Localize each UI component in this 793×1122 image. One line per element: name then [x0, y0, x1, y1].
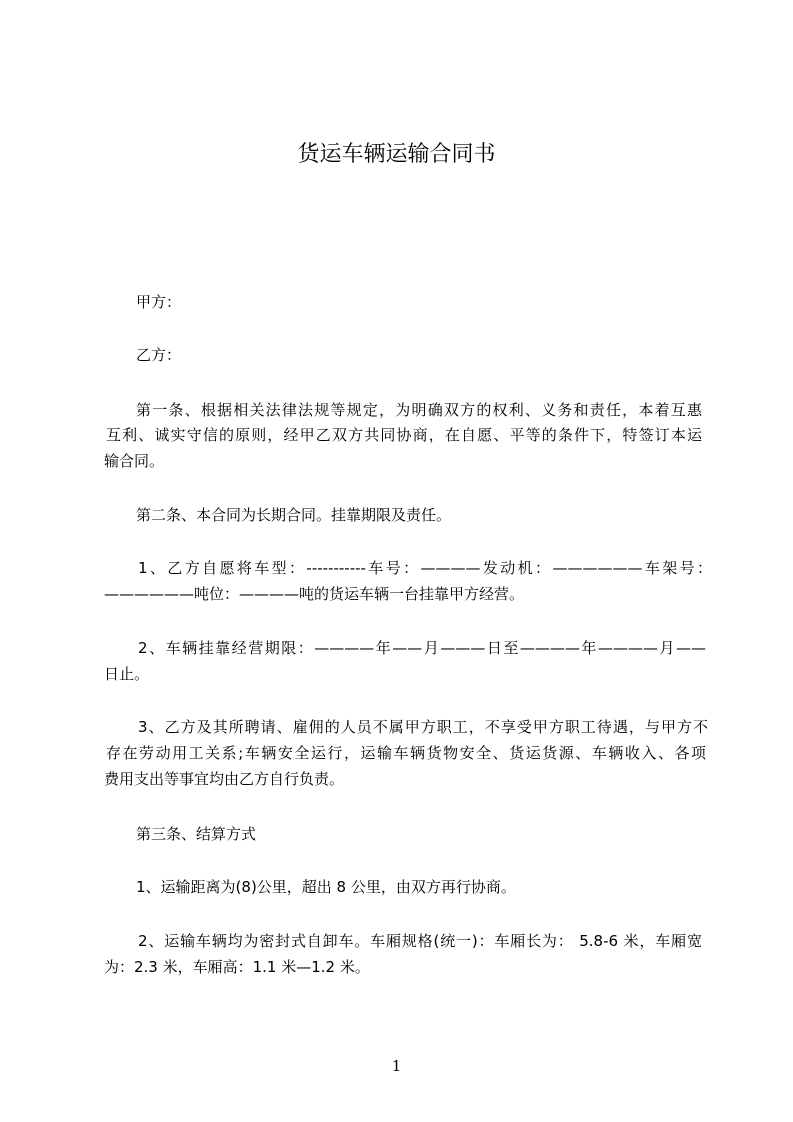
article-1-line-2: 互利、诚实守信的原则，经甲乙双方共同协商，在自愿、平等的条件下，特签订本运 [106, 426, 702, 444]
article-2-item-3-line-3: 费用支出等事宜均由乙方自行负责。 [104, 770, 345, 788]
article-3-heading: 第三条、结算方式 [136, 825, 257, 843]
party-b-label: 乙方： [136, 346, 182, 364]
document-title: 货运车辆运输合同书 [297, 142, 496, 167]
article-3-item-2-line-2: 为：2.3 米，车厢高：1.1 米—1.2 米。 [104, 958, 370, 976]
article-1-line-3: 输合同。 [104, 452, 165, 470]
article-2-item-2-line-1: 2、车辆挂靠经营期限：————年——月———日至————年————月—— [138, 639, 706, 657]
article-2-item-3-line-1: 3、乙方及其所聘请、雇佣的人员不属甲方职工，不享受甲方职工待遇，与甲方不 [138, 718, 708, 736]
page-number: 1 [391, 1057, 402, 1075]
article-2-heading: 第二条、本合同为长期合同。挂靠期限及责任。 [136, 506, 452, 524]
article-2-item-2-line-2: 日止。 [104, 665, 150, 683]
article-2-item-3-line-2: 存在劳动用工关系;车辆安全运行，运输车辆货物安全、货运货源、车辆收入、各项 [106, 744, 706, 762]
article-2-item-1-line-1: 1、乙方自愿将车型：-----------车号：————发动机：——————车架号： [138, 559, 712, 577]
party-a-label: 甲方： [136, 293, 182, 311]
article-1-line-1: 第一条、根据相关法律法规等规定，为明确双方的权利、义务和责任，本着互惠 [136, 401, 702, 419]
article-3-item-1: 1、运输距离为(8)公里，超出 8 公里，由双方再行协商。 [136, 878, 516, 896]
article-2-item-1-line-2: ——————吨位：————吨的货运车辆一台挂靠甲方经营。 [104, 585, 525, 603]
article-3-item-2-line-1: 2、运输车辆均为密封式自卸车。车厢规格(统一)：车厢长为： 5.8-6 米，车厢宽 [138, 932, 702, 950]
